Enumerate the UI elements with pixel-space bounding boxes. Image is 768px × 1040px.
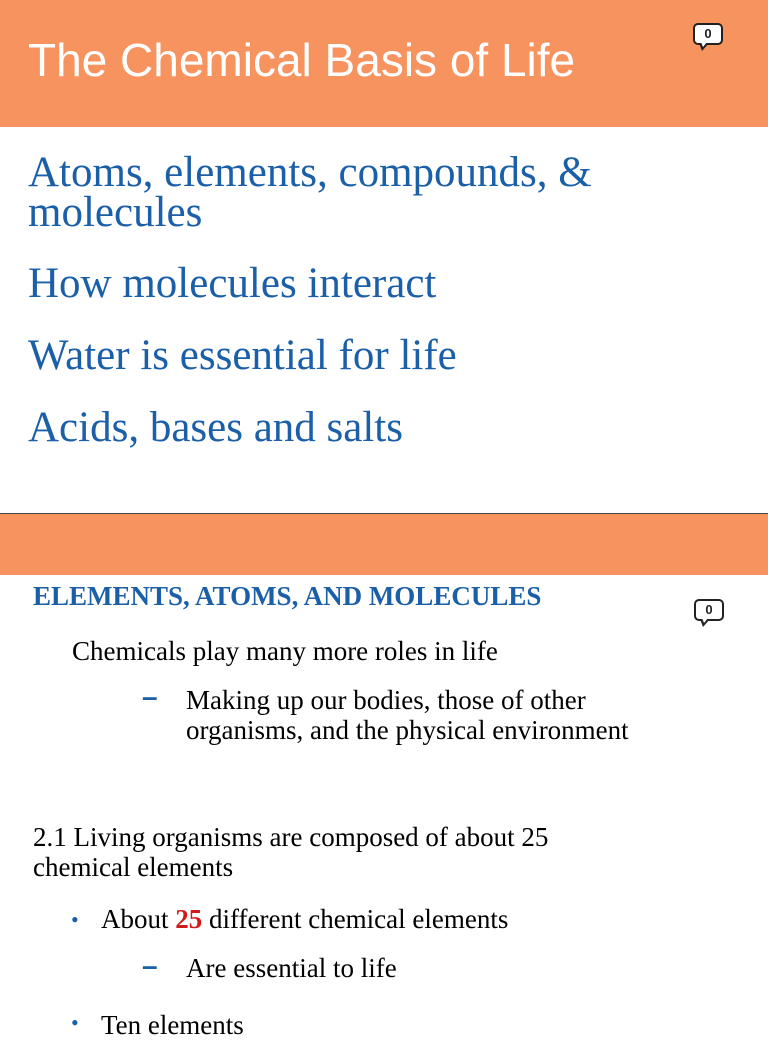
concept-line: chemical elements (33, 852, 234, 882)
topic-item: Water is essential for life (28, 332, 457, 379)
comment-speech-bubble-icon[interactable]: 0 (694, 599, 724, 621)
sub-bullet: Are essential to life (186, 953, 397, 983)
dash-bullet-icon: – (142, 950, 158, 981)
slide-header-band (0, 513, 768, 575)
sub-point-line: Making up our bodies, those of other (186, 685, 586, 715)
bullet-point (101, 904, 508, 934)
bullet-prefix: About (101, 904, 169, 934)
comment-speech-bubble-icon[interactable]: 0 (693, 23, 723, 45)
topic-line: Atoms, elements, compounds, & (28, 149, 592, 196)
intro-text: Chemicals play many more roles in life (72, 636, 498, 666)
bullet-suffix: different chemical elements (209, 904, 509, 934)
topic-item (28, 149, 592, 236)
slide-2 (0, 513, 768, 1040)
slide-1 (0, 0, 768, 513)
title-banner (0, 0, 768, 127)
sub-point (186, 685, 629, 745)
highlighted-number: 25 (175, 904, 203, 934)
topic-line: molecules (28, 189, 203, 236)
topic-item: Acids, bases and salts (28, 404, 403, 451)
concept-line: 2.1 Living organisms are composed of about 25 (33, 822, 549, 852)
bullet-dot-icon: • (71, 907, 79, 932)
cut-off-bullet: Ten elements (101, 1010, 244, 1040)
dash-bullet-icon: – (142, 681, 158, 712)
slide-title: The Chemical Basis of Life (28, 34, 576, 86)
topic-item: How molecules interact (28, 260, 437, 307)
concept-statement (33, 822, 548, 882)
section-heading: ELEMENTS, ATOMS, AND MOLECULES (33, 581, 542, 611)
bullet-dot-icon: • (71, 1010, 79, 1035)
sub-point-line: organisms, and the physical environment (186, 715, 629, 745)
